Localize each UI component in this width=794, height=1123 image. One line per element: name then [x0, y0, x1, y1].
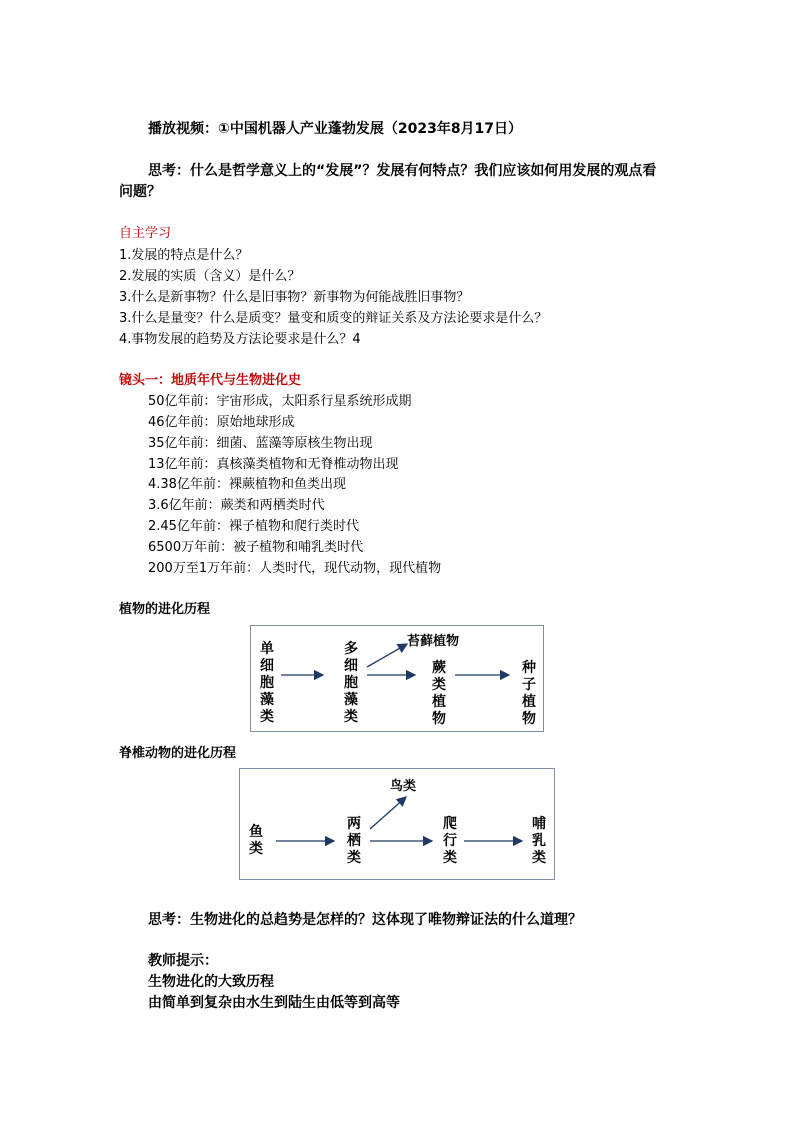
node-moss: 苔藓植物 [407, 634, 460, 649]
think-question-2: 思考：生物进化的总趋势是怎样的？这体现了唯物辩证法的什么道理？ [148, 912, 582, 928]
arrow-multicellular-to-moss [367, 644, 407, 667]
plant-evolution-heading: 植物的进化历程 [119, 602, 211, 617]
teacher-hint-label: 教师提示： [148, 953, 218, 969]
plant-evolution-diagram [250, 625, 544, 732]
timeline-item: 4.38亿年前：裸蕨植物和鱼类出现 [148, 477, 346, 492]
self-study-item: 4.事物发展的趋势及方法论要求是什么？4 [119, 332, 361, 347]
node-multicellular-algae: 多细胞藻类 [344, 641, 358, 725]
timeline-item: 200万至1万年前：人类时代，现代动物，现代植物 [148, 561, 442, 576]
vertebrate-arrows [240, 769, 554, 879]
shot-one-title: 地质年代与生物进化史 [171, 373, 302, 388]
timeline-item: 2.45亿年前：裸子植物和爬行类时代 [148, 519, 359, 534]
think-question-1-line2: 问题？ [119, 184, 161, 200]
node-ferns: 蕨类植物 [432, 660, 446, 727]
teacher-hint-line2: 由简单到复杂由水生到陆生由低等到高等 [148, 995, 400, 1011]
video-line: 播放视频：①中国机器人产业蓬勃发展（2023年8月17日） [148, 121, 523, 137]
self-study-item: 2.发展的实质（含义）是什么？ [119, 269, 301, 284]
self-study-item: 3.什么是量变？什么是质变？量变和质变的辩证关系及方法论要求是什么？ [119, 311, 548, 326]
self-study-item: 3.什么是新事物？什么是旧事物？新事物为何能战胜旧事物？ [119, 290, 470, 305]
node-fish: 鱼类 [249, 824, 263, 857]
think-question-1-line1: 思考：什么是哲学意义上的“发展”？发展有何特点？我们应该如何用发展的观点看 [148, 163, 657, 179]
node-unicellular-algae: 单细胞藻类 [260, 641, 274, 725]
node-amphibians: 两栖类 [347, 816, 361, 866]
teacher-hint-line1: 生物进化的大致历程 [148, 974, 274, 990]
arrow-amphibians-to-birds [370, 797, 406, 829]
vertebrate-evolution-heading: 脊椎动物的进化历程 [119, 746, 237, 761]
timeline-item: 46亿年前：原始地球形成 [148, 415, 295, 430]
self-study-heading: 自主学习 [119, 226, 172, 241]
shot-one-prefix: 镜头一： [119, 373, 172, 388]
plant-arrows [251, 626, 543, 731]
timeline-item: 13亿年前：真核藻类植物和无脊椎动物出现 [148, 457, 399, 472]
timeline-item: 50亿年前：宇宙形成，太阳系行星系统形成期 [148, 394, 412, 409]
node-seed-plants: 种子植物 [522, 660, 536, 727]
node-birds: 鸟类 [390, 779, 417, 794]
node-mammals: 哺乳类 [532, 816, 546, 866]
timeline-item: 6500万年前：被子植物和哺乳类时代 [148, 540, 364, 555]
self-study-item: 1.发展的特点是什么？ [119, 248, 249, 263]
timeline-item: 3.6亿年前：蕨类和两栖类时代 [148, 498, 325, 513]
shot-one-heading [119, 369, 301, 388]
vertebrate-evolution-diagram [239, 768, 555, 880]
timeline-item: 35亿年前：细菌、蓝藻等原核生物出现 [148, 436, 373, 451]
node-reptiles: 爬行类 [443, 816, 457, 866]
